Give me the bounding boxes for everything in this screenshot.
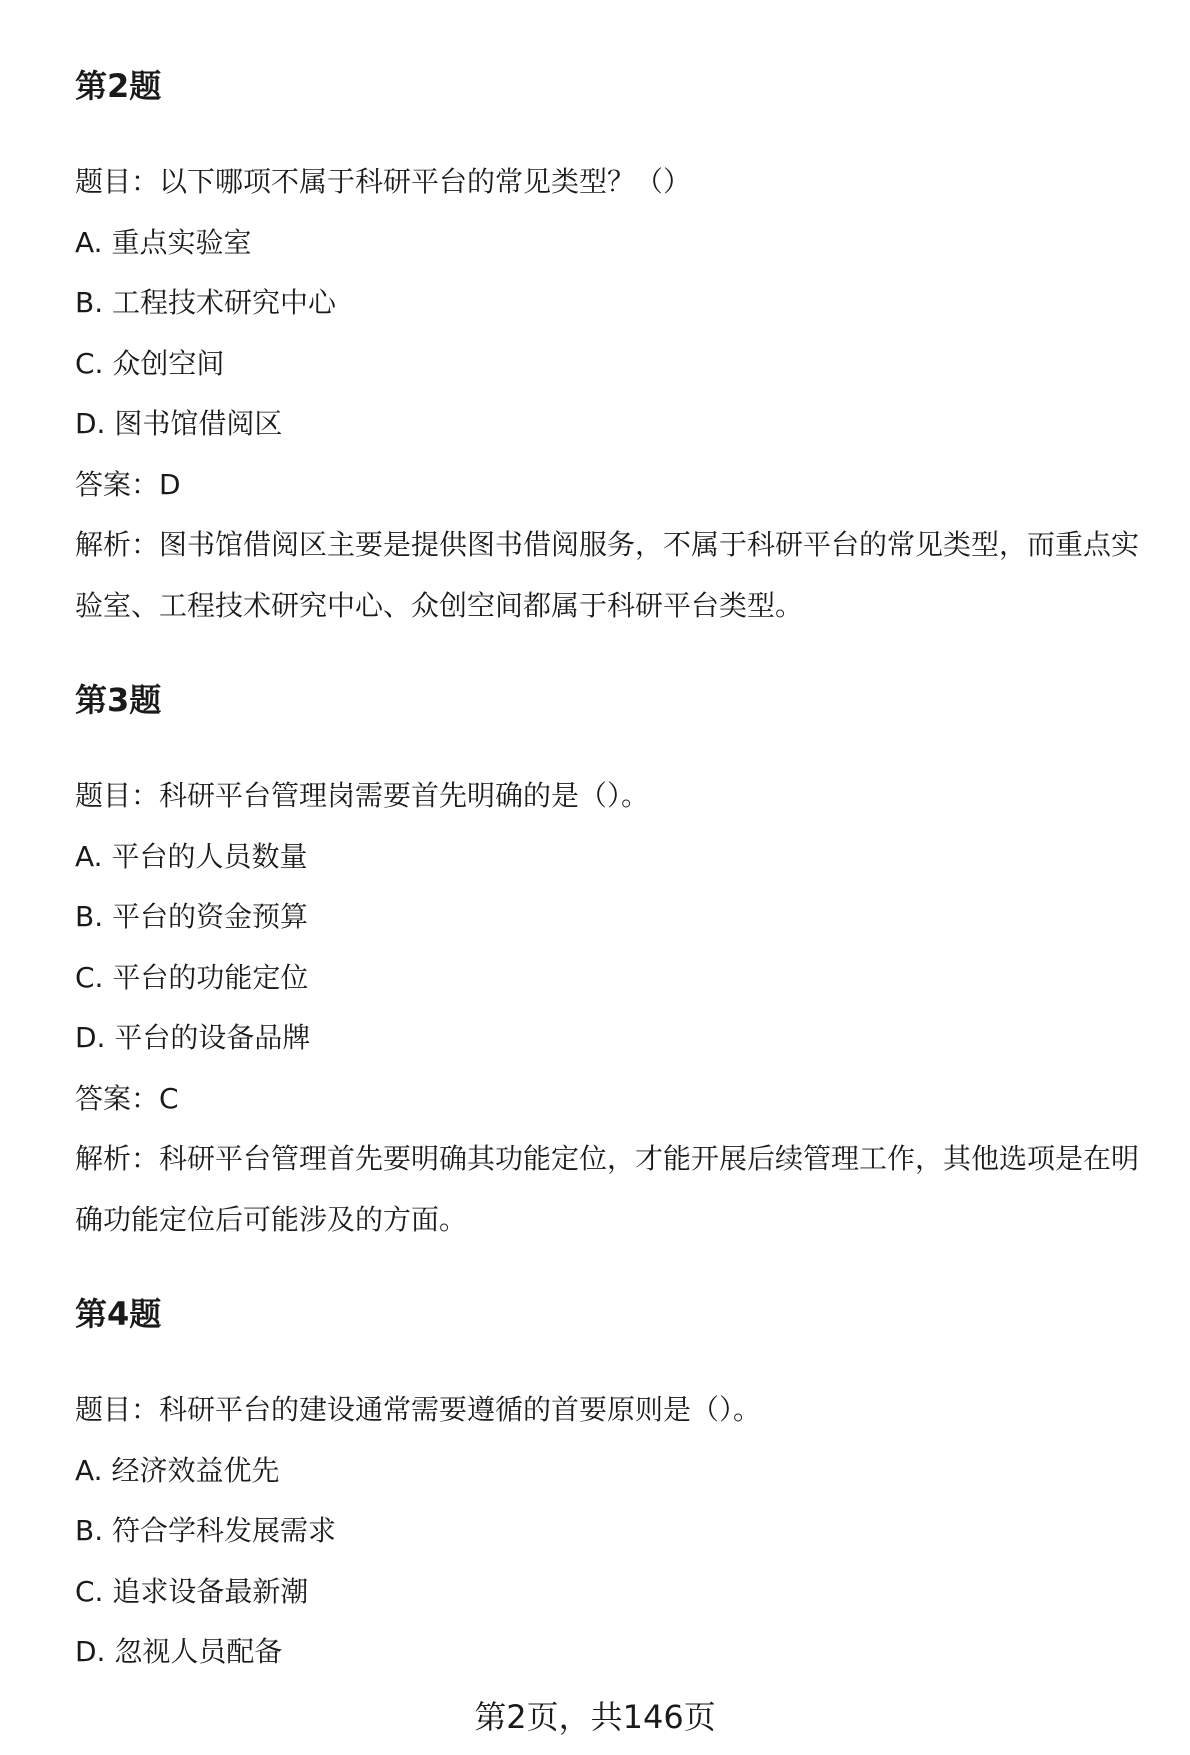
option-d: D. 平台的设备品牌 bbox=[75, 1021, 311, 1054]
option-c: C. 平台的功能定位 bbox=[75, 960, 309, 994]
question-4 bbox=[75, 1290, 1165, 1683]
answer: 答案：D bbox=[75, 467, 181, 501]
option-a: A. 经济效益优先 bbox=[75, 1453, 280, 1487]
option-b: B. 工程技术研究中心 bbox=[75, 286, 337, 319]
question-2 bbox=[75, 62, 1165, 636]
question-list bbox=[75, 62, 1165, 1683]
option-b: B. 符合学科发展需求 bbox=[75, 1514, 337, 1547]
page-number: 第2页，共146页 bbox=[474, 1698, 716, 1736]
question-stem: 题目：以下哪项不属于科研平台的常见类型？（） bbox=[75, 165, 692, 198]
option-d: D. 忽视人员配备 bbox=[75, 1635, 283, 1668]
answer: 答案：C bbox=[75, 1081, 179, 1115]
question-heading: 第2题 bbox=[75, 67, 162, 105]
question-stem: 题目：科研平台管理岗需要首先明确的是（）。 bbox=[75, 779, 650, 812]
option-c: C. 追求设备最新潮 bbox=[75, 1574, 309, 1608]
option-d: D. 图书馆借阅区 bbox=[75, 407, 283, 440]
option-a: A. 平台的人员数量 bbox=[75, 839, 308, 873]
question-stem: 题目：科研平台的建设通常需要遵循的首要原则是（）。 bbox=[75, 1393, 762, 1426]
option-c: C. 众创空间 bbox=[75, 346, 225, 380]
option-a: A. 重点实验室 bbox=[75, 225, 252, 259]
question-3 bbox=[75, 676, 1165, 1250]
option-b: B. 平台的资金预算 bbox=[75, 900, 309, 933]
analysis: 解析：图书馆借阅区主要是提供图书借阅服务，不属于科研平台的常见类型，而重点实验室、工程技术研究中心、众创空间都属于科研平台类型。 bbox=[75, 528, 1140, 622]
analysis: 解析：科研平台管理首先要明确其功能定位，才能开展后续管理工作，其他选项是在明确功能定位后可能涉及的方面。 bbox=[75, 1142, 1140, 1236]
question-heading: 第3题 bbox=[75, 681, 162, 719]
question-heading: 第4题 bbox=[75, 1295, 162, 1333]
